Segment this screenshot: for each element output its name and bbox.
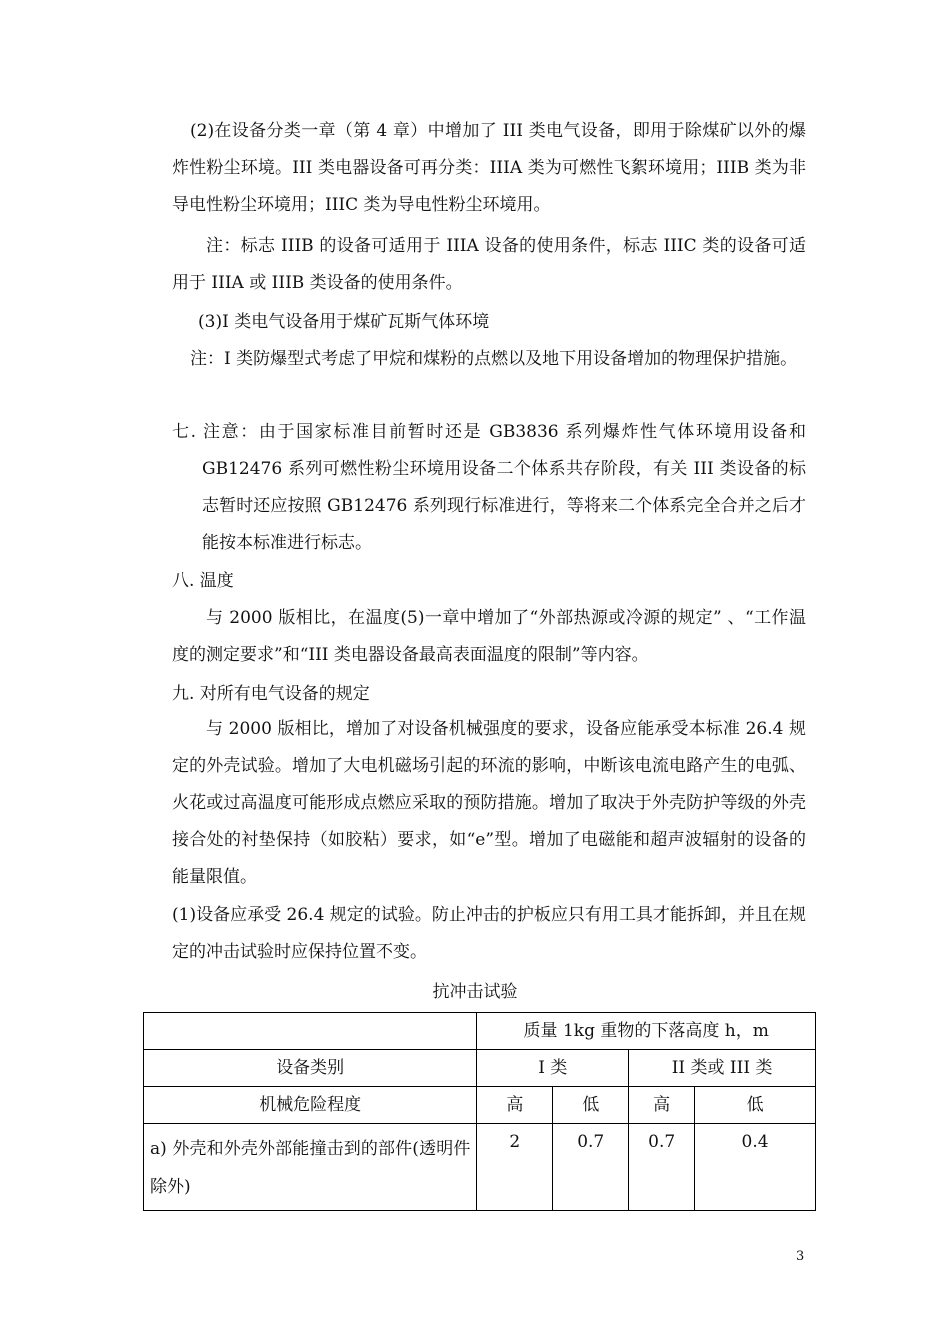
table-cell-empty xyxy=(144,1013,477,1050)
section-seven-notice: 七. 注意：由于国家标准目前暂时还是 GB3836 系列爆炸性气体环境用设备和 GB12476 系列可燃性粉尘环境用设备二个体系共存阶段，有关 III 类设备的标志暂时还应按照 GB12476 系列现行标准进行，等将来二个体系完全合并之后才能按本标准进行标志。 xyxy=(172,422,806,553)
header-class-ii-iii: II 类或 III 类 xyxy=(629,1050,816,1087)
table-caption: 抗冲击试验 xyxy=(432,982,518,1002)
header-high: 高 xyxy=(629,1087,695,1124)
paragraph-impact-test: (1)设备应承受 26.4 规定的试验。防止冲击的护板应只有用工具才能拆卸，并且在规定的冲击试验时应保持位置不变。 xyxy=(172,905,806,962)
header-low: 低 xyxy=(553,1087,629,1124)
paragraph-equipment-classification: (2)在设备分类一章（第 4 章）中增加了 III 类电气设备，即用于除煤矿以外的爆炸性粉尘环境。III 类电器设备可再分类：IIIA 类为可燃性飞絮环境用；IIIB 类为非导电性粉尘环境用；IIIC 类为导电性粉尘环境用。 xyxy=(172,121,806,215)
table-row xyxy=(144,1087,816,1124)
section-nine-heading: 九. 对所有电气设备的规定 xyxy=(172,684,370,704)
impact-test-table xyxy=(143,1012,816,1211)
paragraph-temperature: 与 2000 版相比，在温度(5)一章中增加了“外部热源或冷源的规定” 、“工作温度的测定要求”和“III 类电器设备最高表面温度的限制”等内容。 xyxy=(172,608,806,665)
cell-value: 0.7 xyxy=(629,1124,695,1211)
table-row xyxy=(144,1124,816,1211)
header-high: 高 xyxy=(477,1087,553,1124)
header-risk-level: 机械危险程度 xyxy=(144,1087,477,1124)
table-row xyxy=(144,1050,816,1087)
table-row xyxy=(144,1013,816,1050)
row-label: a) 外壳和外壳外部能撞击到的部件(透明件除外) xyxy=(144,1124,477,1211)
header-class-i: I 类 xyxy=(477,1050,629,1087)
paragraph-class-i: (3)I 类电气设备用于煤矿瓦斯气体环境 xyxy=(198,312,490,332)
page-number: 3 xyxy=(796,1249,805,1264)
header-low: 低 xyxy=(695,1087,816,1124)
note-iiib-iiic: 注：标志 IIIB 的设备可适用于 IIIA 设备的使用条件，标志 IIIC 类的设备可适用于 IIIA 或 IIIB 类设备的使用条件。 xyxy=(172,236,806,293)
section-eight-heading: 八. 温度 xyxy=(172,571,234,591)
header-drop-height: 质量 1kg 重物的下落高度 h，m xyxy=(477,1013,816,1050)
paragraph-general-requirements: 与 2000 版相比，增加了对设备机械强度的要求，设备应能承受本标准 26.4 规定的外壳试验。增加了大电机磁场引起的环流的影响，中断该电流电路产生的电弧、火花或过高温度可能形成点燃应采取的预防措施。增加了取决于外壳防护等级的外壳接合处的衬垫保持（如胶粘）要求，如“e”型。增加了电磁能和超声波辐射的设备的能量限值。 xyxy=(172,719,806,887)
cell-value: 0.7 xyxy=(553,1124,629,1211)
cell-value: 0.4 xyxy=(695,1124,816,1211)
cell-value: 2 xyxy=(477,1124,553,1211)
header-category: 设备类别 xyxy=(144,1050,477,1087)
note-class-i: 注：I 类防爆型式考虑了甲烷和煤粉的点燃以及地下用设备增加的物理保护措施。 xyxy=(190,349,798,369)
